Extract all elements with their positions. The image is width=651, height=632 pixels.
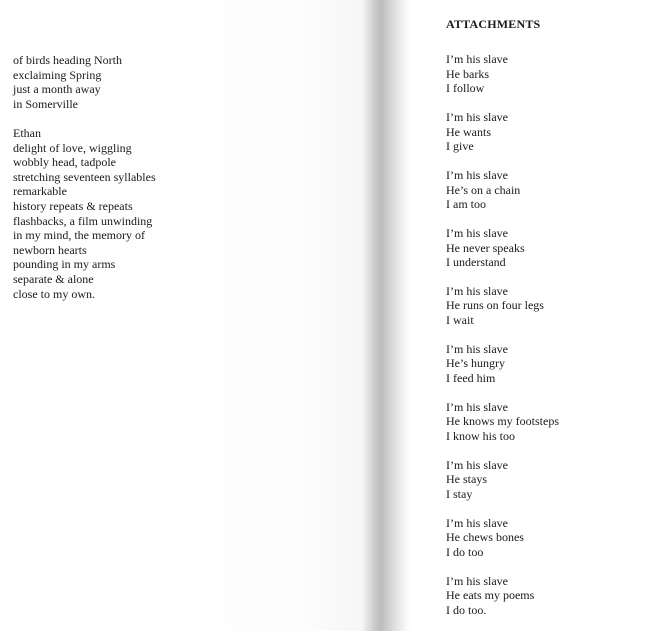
poem-line: just a month away — [13, 82, 101, 97]
poem-line: He barks — [446, 66, 489, 81]
poem-stanzas — [446, 52, 559, 618]
poem-line: stretching seventeen syllables — [13, 169, 156, 184]
poem-line: I wait — [446, 313, 474, 328]
poem-stanza — [446, 400, 559, 444]
poem-stanza — [446, 342, 559, 386]
poem-line: pounding in my arms — [13, 257, 116, 272]
poem-line: I’m his slave — [446, 167, 508, 182]
poem-title: ATTACHMENTS — [446, 17, 541, 31]
poem-stanza — [446, 458, 559, 502]
poem-line: remarkable — [13, 184, 67, 199]
poem-line: wobbly head, tadpole — [13, 155, 116, 170]
poem-line: flashbacks, a film unwinding — [13, 213, 153, 228]
poem-line: I’m his slave — [446, 457, 508, 472]
poem-line: He stays — [446, 472, 487, 487]
poem-line: in my mind, the memory of — [13, 228, 145, 243]
poem-line: I feed him — [446, 371, 496, 386]
left-poem-text — [13, 53, 156, 301]
poem-line: He’s on a chain — [446, 182, 521, 197]
poem-line: I do too — [446, 544, 484, 559]
poem-stanza — [446, 226, 559, 270]
poem-stanza — [446, 284, 559, 328]
book-gutter — [362, 0, 410, 631]
poem-stanza — [446, 52, 559, 96]
poem-stanza — [446, 516, 559, 560]
poem-line: I’m his slave — [446, 573, 508, 588]
poem-line: I’m his slave — [446, 399, 508, 414]
poem-stanza — [446, 110, 559, 154]
poem-line: separate & alone — [13, 271, 94, 286]
poem-line: I’m his slave — [446, 283, 508, 298]
poem-line: I am too — [446, 197, 486, 212]
poem-line: I do too. — [446, 602, 487, 617]
poem-line: He never speaks — [446, 240, 525, 255]
poem-line: I give — [446, 139, 474, 154]
poem-line: I stay — [446, 486, 473, 501]
poem-stanza — [446, 574, 559, 618]
poem-line: He wants — [446, 124, 491, 139]
poem-line: delight of love, wiggling — [13, 140, 132, 155]
poem-line: He chews bones — [446, 530, 524, 545]
poem-line: I’m his slave — [446, 341, 508, 356]
poem-line: He eats my poems — [446, 588, 535, 603]
poem-line: I know his too — [446, 429, 515, 443]
poem-line: history repeats & repeats — [13, 198, 133, 213]
poem-line: Ethan — [13, 125, 41, 140]
stanza-break — [13, 111, 156, 126]
poem-line: I’m his slave — [446, 225, 508, 240]
poem-line: newborn hearts — [13, 242, 87, 257]
attachments-poem — [446, 16, 559, 632]
poem-line: He runs on four legs — [446, 298, 544, 313]
poem-line: exclaiming Spring — [13, 67, 102, 82]
poem-line: of birds heading North — [13, 53, 122, 67]
poem-line: He knows my footsteps — [446, 414, 559, 429]
poem-line: I’m his slave — [446, 515, 508, 530]
poem-line: in Somerville — [13, 96, 78, 111]
poem-stanza — [446, 168, 559, 212]
poem-line: I’m his slave — [446, 109, 508, 124]
poem-line: He’s hungry — [446, 356, 505, 371]
poem-line: I’m his slave — [446, 52, 508, 66]
poem-line: close to my own. — [13, 286, 95, 301]
poem-line: I follow — [446, 81, 485, 96]
poem-line: I understand — [446, 255, 506, 270]
